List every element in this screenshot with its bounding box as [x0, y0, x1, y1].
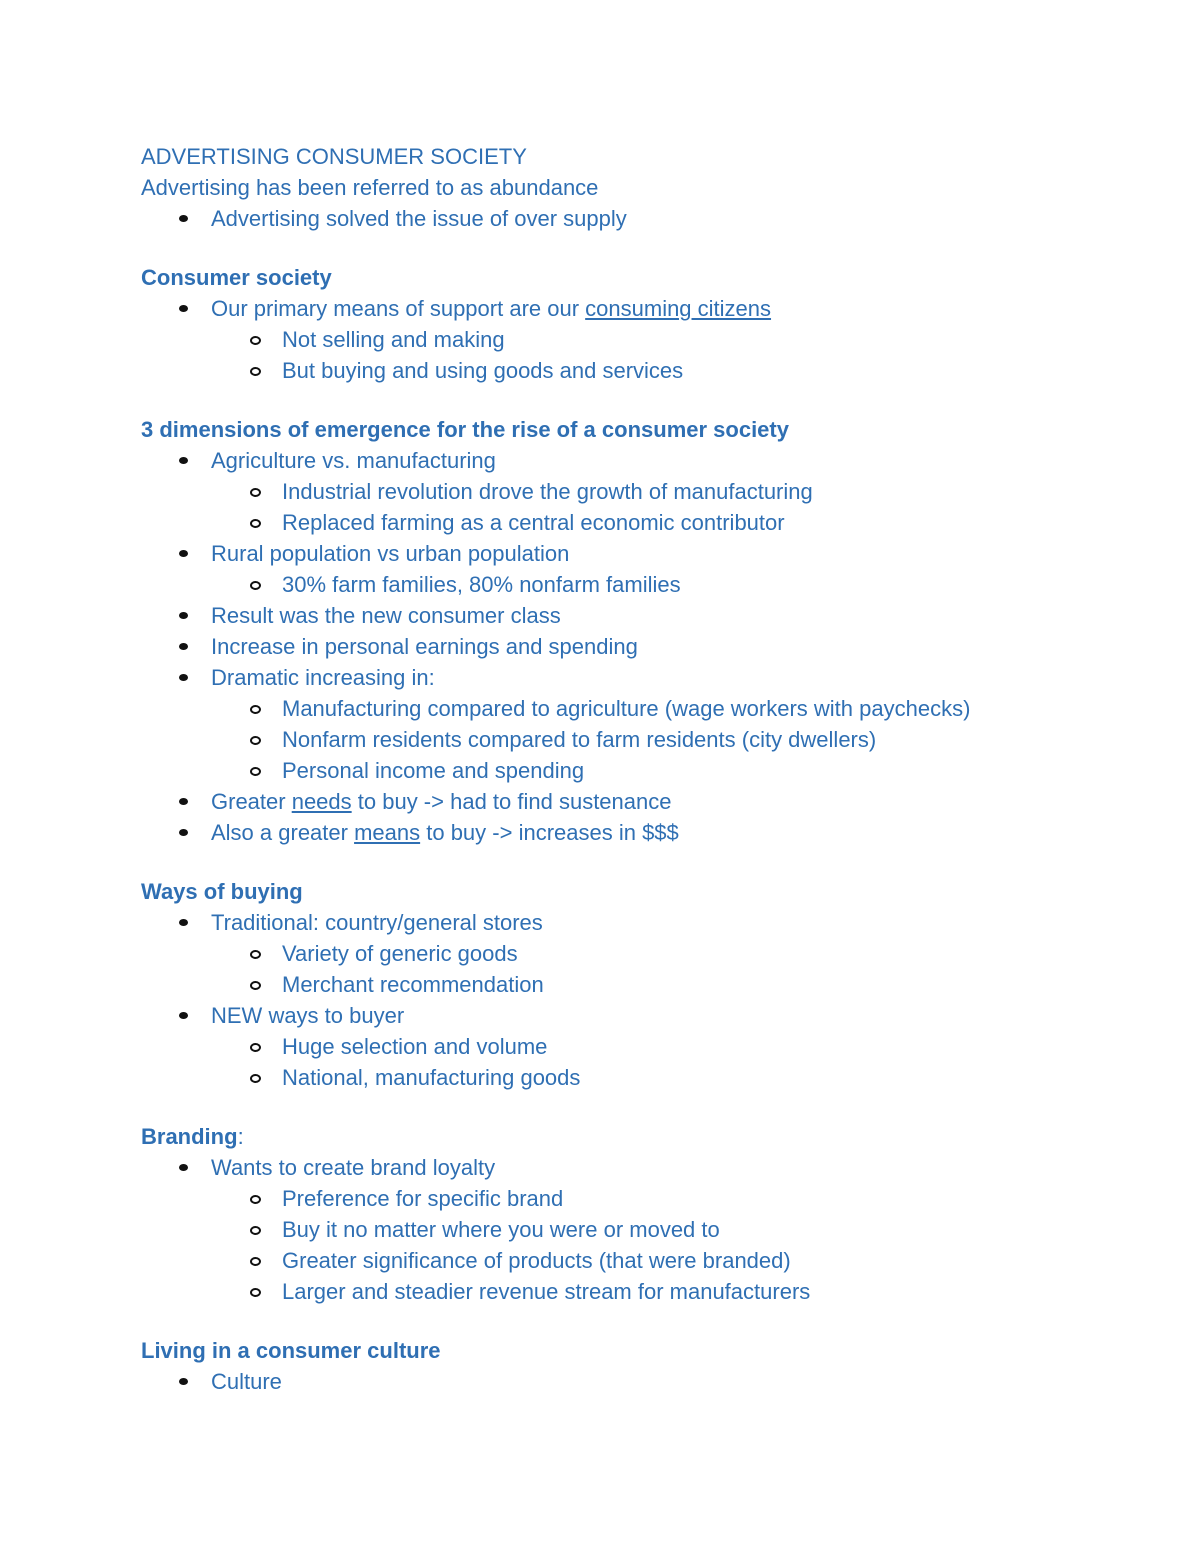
list-item	[141, 445, 1101, 476]
list-item-text: Greater	[211, 789, 292, 814]
bullet-icon	[179, 919, 188, 926]
bullet-icon	[179, 674, 188, 681]
sub-list-item	[141, 1183, 1101, 1214]
list-item	[141, 1000, 1101, 1031]
circle-bullet-icon	[250, 1043, 261, 1052]
list-item	[141, 817, 1101, 848]
sub-list-item	[141, 569, 1101, 600]
list-item-text: Traditional: country/general stores	[211, 910, 543, 935]
list-item-text: Manufacturing compared to agriculture (wage workers with paychecks)	[282, 696, 971, 721]
spacer	[141, 1093, 1101, 1121]
circle-bullet-icon	[250, 581, 261, 590]
bullet-icon	[179, 829, 188, 836]
sub-list-item	[141, 1062, 1101, 1093]
sub-list-item	[141, 355, 1101, 386]
list-item	[141, 786, 1101, 817]
underlined-word-needs: needs	[291, 789, 352, 814]
list-item	[141, 600, 1101, 631]
list-item	[141, 203, 1101, 234]
circle-bullet-icon	[250, 519, 261, 528]
list-item	[141, 662, 1101, 693]
list-item-text: But buying and using goods and services	[282, 358, 684, 383]
section-heading-three-dimensions: 3 dimensions of emergence for the rise of a consumer society	[141, 417, 789, 442]
circle-bullet-icon	[250, 705, 261, 714]
sub-list-item	[141, 1214, 1101, 1245]
heading-text: Branding	[141, 1124, 238, 1149]
circle-bullet-icon	[250, 1074, 261, 1083]
list-item-text: Huge selection and volume	[282, 1034, 548, 1059]
list-item-text: Preference for specific brand	[282, 1186, 564, 1211]
circle-bullet-icon	[250, 1288, 261, 1297]
list-item-text: NEW ways to buyer	[211, 1003, 405, 1028]
bullet-icon	[179, 1164, 188, 1171]
section-heading-branding	[141, 1121, 1101, 1152]
list-item-text: 30% farm families, 80% nonfarm families	[282, 572, 681, 597]
sub-list-item	[141, 1245, 1101, 1276]
circle-bullet-icon	[250, 1226, 261, 1235]
circle-bullet-icon	[250, 981, 261, 990]
list-item-text: Nonfarm residents compared to farm residents (city dwellers)	[282, 727, 877, 752]
bullet-icon	[179, 457, 188, 464]
list-item-text: Also a greater	[211, 820, 355, 845]
sub-list-item	[141, 724, 1101, 755]
list-item-text: Increase in personal earnings and spending	[211, 634, 638, 659]
sub-list-item	[141, 755, 1101, 786]
section-heading-consumer-society: Consumer society	[141, 265, 332, 290]
list-item-text: Result was the new consumer class	[211, 603, 561, 628]
list-item-text: Buy it no matter where you were or moved to	[282, 1217, 720, 1242]
sub-list-item	[141, 938, 1101, 969]
circle-bullet-icon	[250, 488, 261, 497]
section-heading-ways-of-buying: Ways of buying	[141, 879, 303, 904]
underlined-word-means: means	[354, 820, 421, 845]
list-item-text: Personal income and spending	[282, 758, 585, 783]
spacer	[141, 386, 1101, 414]
sub-list-item	[141, 1031, 1101, 1062]
list-item-text: Industrial revolution drove the growth of manufacturing	[282, 479, 813, 504]
list-item	[141, 907, 1101, 938]
circle-bullet-icon	[250, 950, 261, 959]
list-item-text: to buy -> had to find sustenance	[351, 789, 672, 814]
list-item-text: Agriculture vs. manufacturing	[211, 448, 496, 473]
list-item-text: Our primary means of support are our	[211, 296, 586, 321]
bullet-icon	[179, 305, 188, 312]
sub-list-item	[141, 969, 1101, 1000]
list-item-text: Advertising solved the issue of over supply	[211, 206, 627, 231]
circle-bullet-icon	[250, 767, 261, 776]
list-item-text: Larger and steadier revenue stream for manufacturers	[282, 1279, 811, 1304]
bullet-icon	[179, 1012, 188, 1019]
sub-list-item	[141, 693, 1101, 724]
list-item-text: Wants to create brand loyalty	[211, 1155, 496, 1180]
list-item-text: Replaced farming as a central economic contributor	[282, 510, 785, 535]
bullet-icon	[179, 550, 188, 557]
sub-list-item	[141, 324, 1101, 355]
bullet-icon	[179, 612, 188, 619]
spacer	[141, 234, 1101, 262]
circle-bullet-icon	[250, 336, 261, 345]
bullet-icon	[179, 1378, 188, 1385]
link-consuming-citizens[interactable]: consuming citizens	[585, 296, 772, 321]
list-item	[141, 293, 1101, 324]
sub-list-item	[141, 1276, 1101, 1307]
list-item	[141, 1366, 1101, 1397]
section-heading-consumer-culture: Living in a consumer culture	[141, 1338, 441, 1363]
list-item-text: National, manufacturing goods	[282, 1065, 581, 1090]
spacer	[141, 1307, 1101, 1335]
document-page	[141, 141, 1101, 1397]
list-item-text: Greater significance of products (that were branded)	[282, 1248, 791, 1273]
list-item-text: Culture	[211, 1369, 282, 1394]
circle-bullet-icon	[250, 367, 261, 376]
bullet-icon	[179, 215, 188, 222]
list-item-text: Rural population vs urban population	[211, 541, 570, 566]
heading-suffix: :	[237, 1124, 244, 1149]
circle-bullet-icon	[250, 1257, 261, 1266]
bullet-icon	[179, 798, 188, 805]
list-item-text: Dramatic increasing in:	[211, 665, 435, 690]
list-item-text: Merchant recommendation	[282, 972, 544, 997]
circle-bullet-icon	[250, 736, 261, 745]
circle-bullet-icon	[250, 1195, 261, 1204]
list-item	[141, 631, 1101, 662]
intro-text: Advertising has been referred to as abundance	[141, 175, 599, 200]
list-item-text: Variety of generic goods	[282, 941, 518, 966]
list-item-text: Not selling and making	[282, 327, 505, 352]
spacer	[141, 848, 1101, 876]
bullet-icon	[179, 643, 188, 650]
sub-list-item	[141, 476, 1101, 507]
list-item	[141, 538, 1101, 569]
document-title: ADVERTISING CONSUMER SOCIETY	[141, 144, 527, 169]
list-item	[141, 1152, 1101, 1183]
sub-list-item	[141, 507, 1101, 538]
list-item-text: to buy -> increases in $$$	[420, 820, 679, 845]
